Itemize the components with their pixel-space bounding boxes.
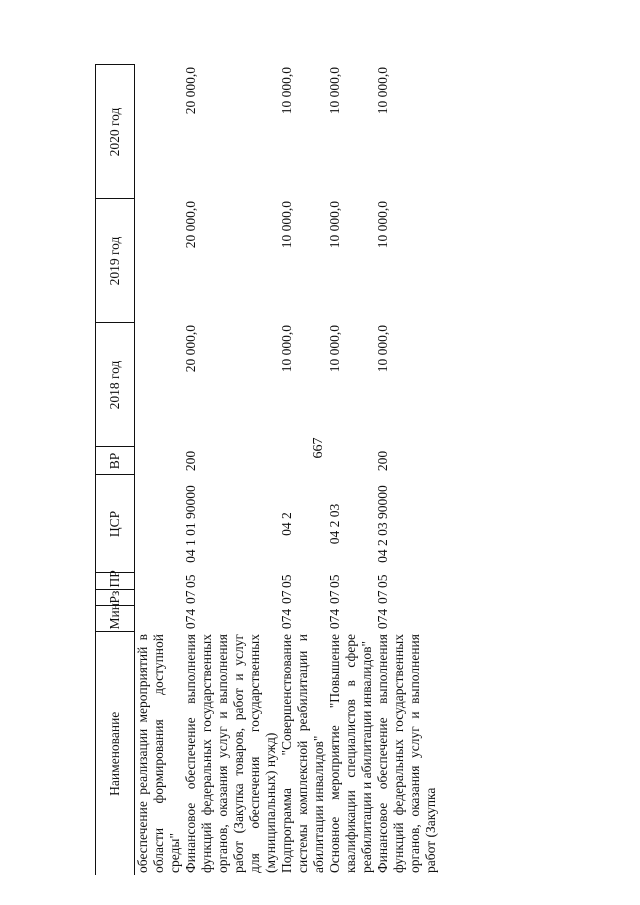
row-name: Подпрограмма "Совершенствование системы комплексной реабилитации и абилитации инвалидов" xyxy=(279,634,326,873)
row-2019: 10 000,0 xyxy=(279,201,294,249)
table-row xyxy=(183,65,279,875)
row-min xyxy=(135,606,184,632)
row-name: обеспечение реализации мероприятий в области формирования доступной среды" xyxy=(135,634,182,873)
row-rz: 07 xyxy=(327,590,342,604)
table-header-row xyxy=(96,65,135,875)
row-vr: 200 xyxy=(183,450,198,472)
row-vr xyxy=(279,447,327,475)
row-2018: 10 000,0 xyxy=(327,325,342,373)
row-csr xyxy=(135,475,184,573)
row-min: 074 xyxy=(375,608,390,630)
row-pr: 05 xyxy=(279,574,294,588)
row-min: 074 xyxy=(327,608,342,630)
header-pr: ПР xyxy=(96,573,135,590)
row-pr: 05 xyxy=(375,574,390,588)
row-2018: 20 000,0 xyxy=(183,325,198,373)
table-row xyxy=(135,65,184,875)
table-row xyxy=(279,65,327,875)
table-row xyxy=(327,65,375,875)
row-csr: 04 2 xyxy=(279,512,294,536)
row-2018 xyxy=(135,323,184,447)
header-csr: ЦСР xyxy=(96,475,135,573)
row-2020: 10 000,0 xyxy=(327,67,342,115)
table-row xyxy=(375,65,439,875)
row-2020: 20 000,0 xyxy=(183,67,198,115)
header-vr: ВР xyxy=(96,447,135,475)
row-2019: 10 000,0 xyxy=(327,201,342,249)
row-rz: 07 xyxy=(375,590,390,604)
header-rz: Рз xyxy=(96,590,135,606)
row-vr: 200 xyxy=(375,450,390,472)
row-csr: 04 1 01 90000 xyxy=(183,485,198,563)
row-2018: 10 000,0 xyxy=(279,325,294,373)
rotated-table-container xyxy=(95,65,590,875)
row-rz xyxy=(135,590,184,606)
row-2019 xyxy=(135,199,184,323)
row-rz: 07 xyxy=(279,590,294,604)
page-number: 667 xyxy=(311,437,326,459)
row-2020: 10 000,0 xyxy=(375,67,390,115)
header-2018: 2018 год xyxy=(96,323,135,447)
header-2019: 2019 год xyxy=(96,199,135,323)
row-name: Финансовое обеспечение выполнения функций федеральных государственных органов, оказания услуг и выполнения работ (Закупка товаров, работ и услуг для обеспечения государственных (муниципальных) нужд) xyxy=(183,634,278,873)
row-2018: 10 000,0 xyxy=(375,325,390,373)
row-2020 xyxy=(135,65,184,199)
row-min: 074 xyxy=(183,608,198,630)
row-2019: 10 000,0 xyxy=(375,201,390,249)
row-pr: 05 xyxy=(327,574,342,588)
row-csr: 04 2 03 xyxy=(327,503,342,545)
row-min: 074 xyxy=(279,608,294,630)
header-2020: 2020 год xyxy=(96,65,135,199)
row-2020: 10 000,0 xyxy=(279,67,294,115)
row-vr xyxy=(135,447,184,475)
row-name: Основное мероприятие "Повышение квалификации специалистов в сфере реабилитации и абилитации инвалидов" xyxy=(327,634,374,873)
budget-table xyxy=(95,65,439,876)
row-pr xyxy=(135,573,184,590)
row-2019: 20 000,0 xyxy=(183,201,198,249)
row-csr: 04 2 03 90000 xyxy=(375,485,390,563)
row-name: Финансовое обеспечение выполнения функций федеральных государственных органов, оказания услуг и выполнения работ (Закупка xyxy=(375,634,438,873)
header-name: Наименование xyxy=(96,632,135,875)
header-min: Мин xyxy=(96,606,135,632)
row-rz: 07 xyxy=(183,590,198,604)
row-pr: 05 xyxy=(183,574,198,588)
row-vr xyxy=(327,447,375,475)
